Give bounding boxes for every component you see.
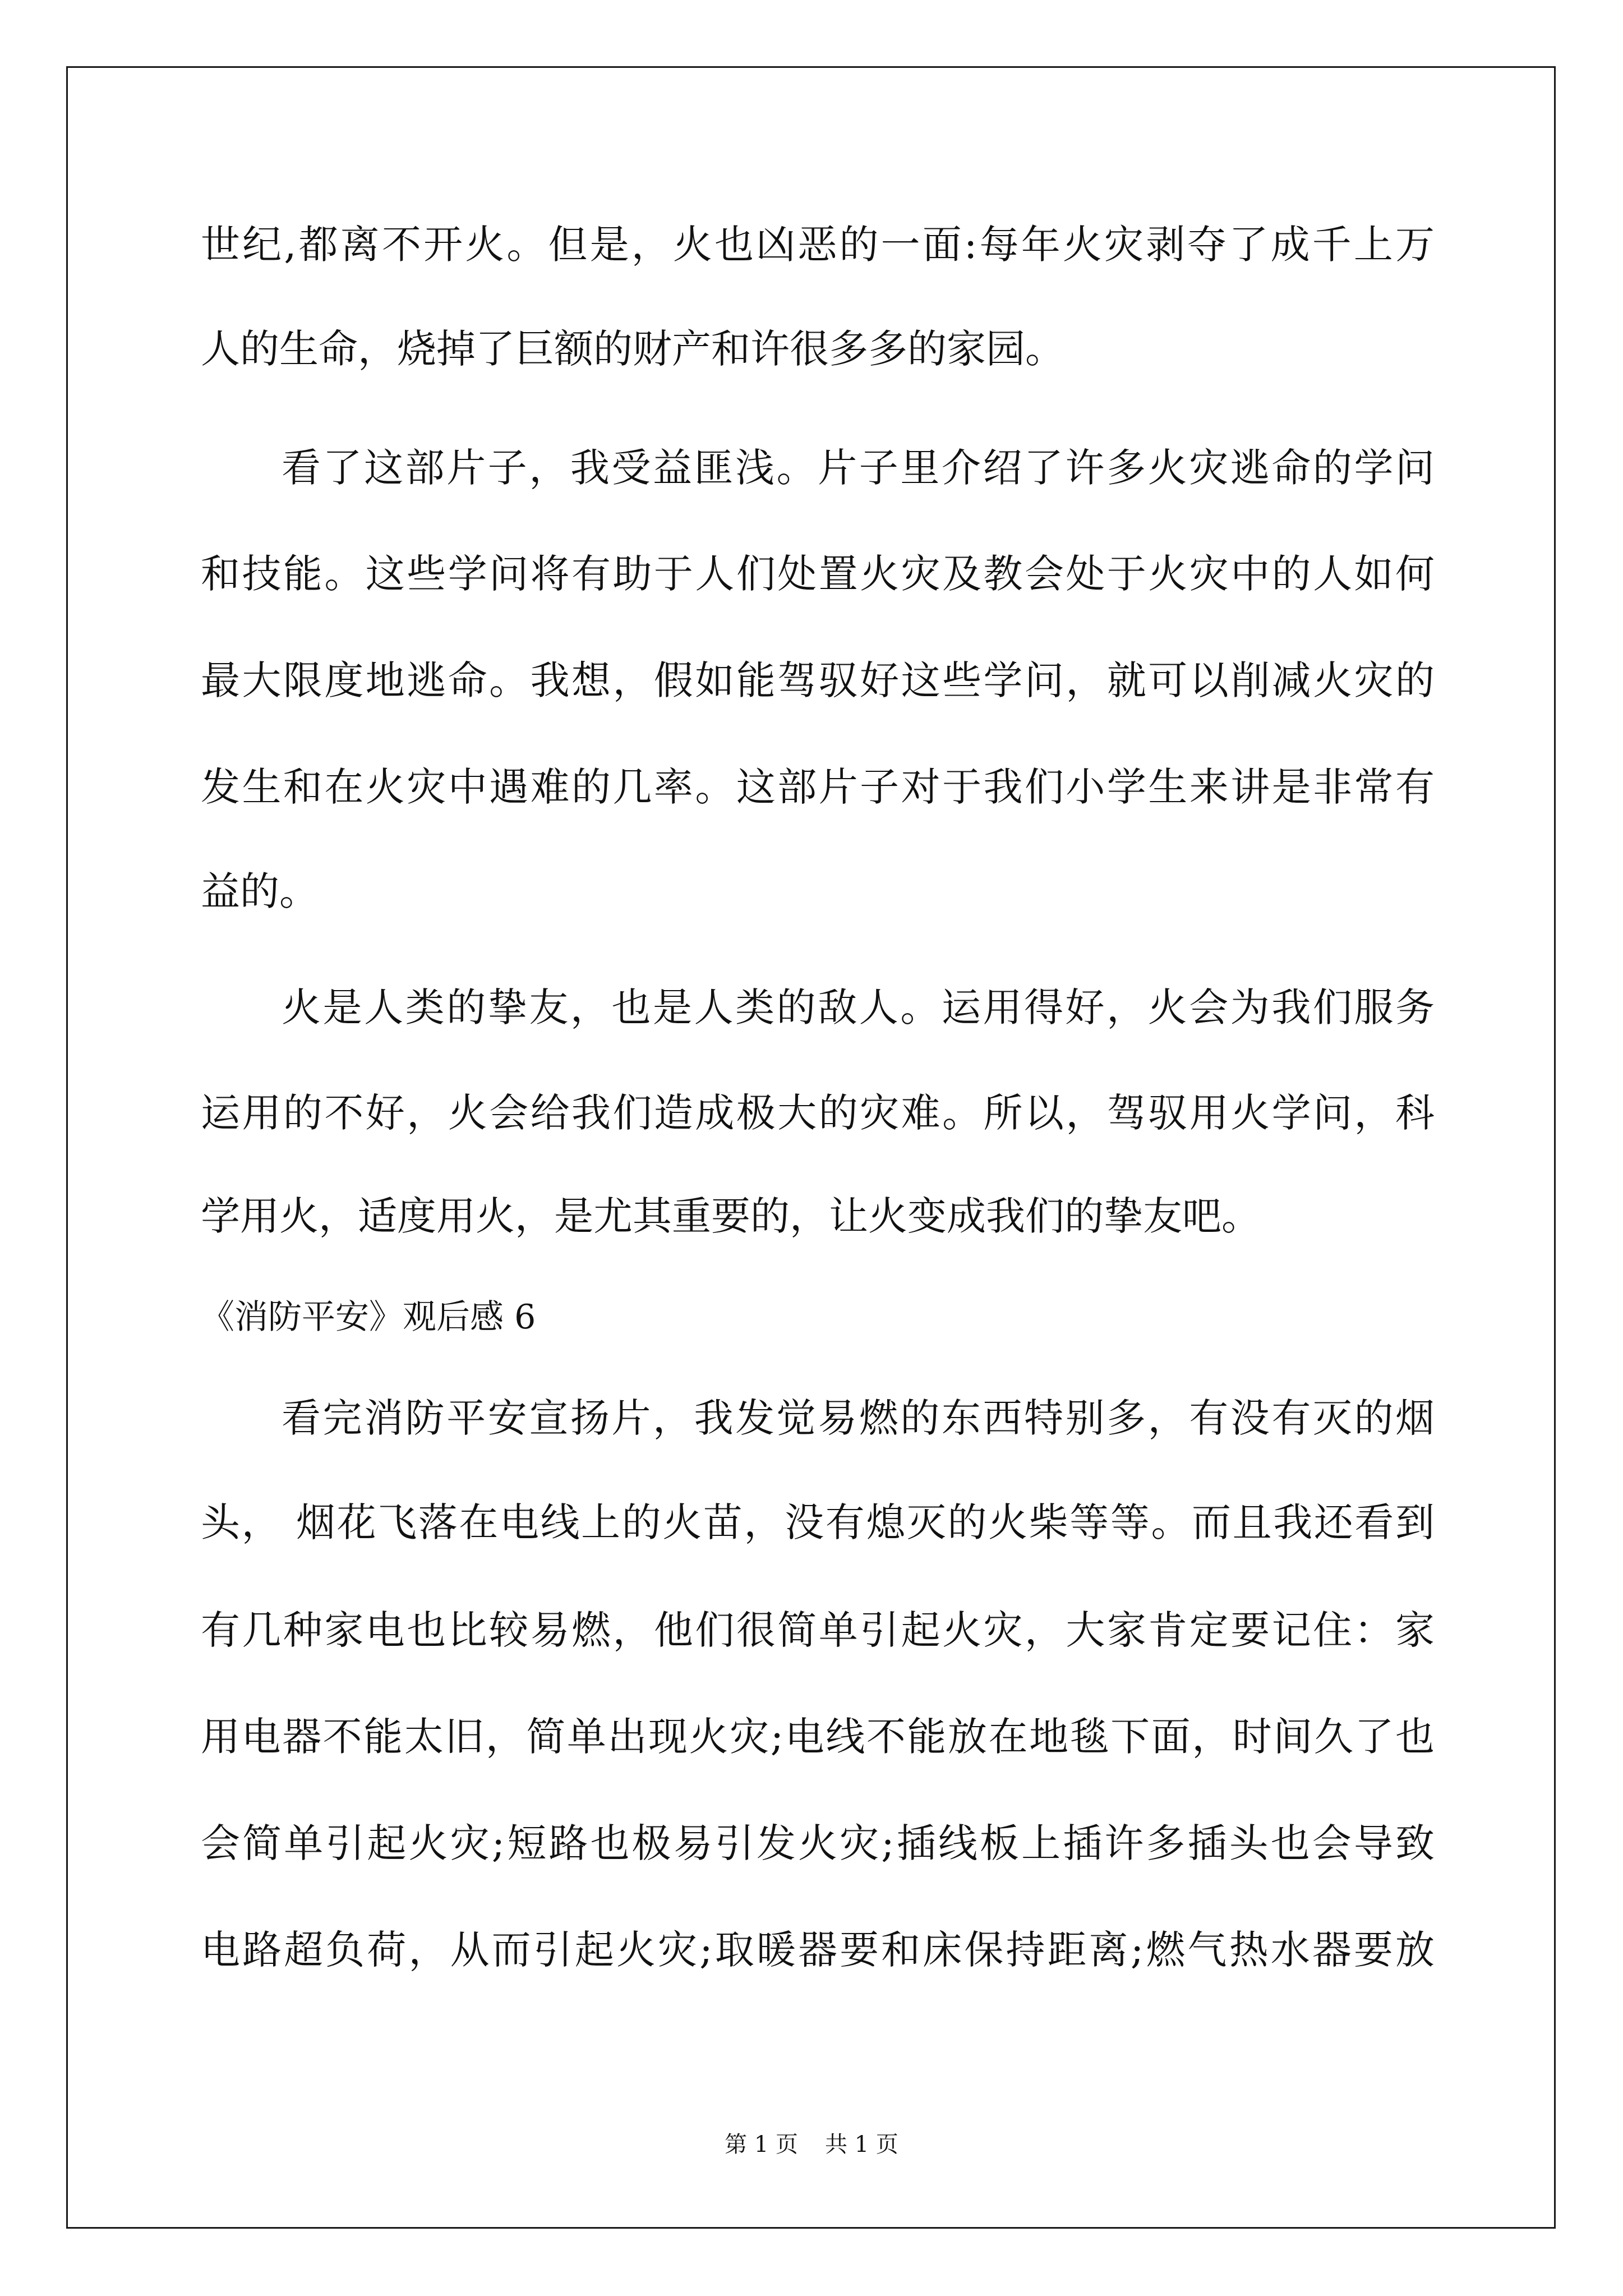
body-text-line: 益的。: [201, 868, 319, 914]
body-text-line: 有几种家电也比较易燃，他们很简单引起火灾，大家肯定要记住：家: [201, 1607, 1435, 1653]
body-text-line: 世纪,都离不开火。但是，火也凶恶的一面:每年火灾剥夺了成千上万: [201, 222, 1435, 268]
body-text-line: 用电器不能太旧，简单出现火灾;电线不能放在地毯下面，时间久了也: [201, 1714, 1435, 1760]
body-text-line: 人的生命，烧掉了巨额的财产和许很多多的家园。: [201, 326, 1064, 372]
section-heading: 《消防平安》观后感 6: [201, 1297, 536, 1337]
body-text-line: 火是人类的挚友，也是人类的敌人。运用得好，火会为我们服务: [282, 984, 1435, 1030]
body-text-line: 看完消防平安宣扬片，我发觉易燃的东西特别多，有没有灭的烟: [282, 1395, 1435, 1441]
body-text-line: 看了这部片子，我受益匪浅。片子里介绍了许多火灾逃命的学问: [282, 445, 1435, 491]
page-number: 第 1 页: [725, 2132, 798, 2157]
body-text-line: 发生和在火灾中遇难的几率。这部片子对于我们小学生来讲是非常有: [201, 764, 1435, 810]
body-text-line: 和技能。这些学问将有助于人们处置火灾及教会处于火灾中的人如何: [201, 551, 1435, 597]
body-text-line: 电路超负荷，从而引起火灾;取暖器要和床保持距离;燃气热水器要放: [201, 1927, 1435, 1973]
body-text-line: 头， 烟花飞落在电线上的火苗，没有熄灭的火柴等等。而且我还看到: [201, 1499, 1435, 1545]
page-border: [66, 66, 1556, 2229]
body-text-line: 运用的不好，火会给我们造成极大的灾难。所以，驾驭用火学问，科: [201, 1090, 1435, 1136]
body-text-line: 会简单引起火灾;短路也极易引发火灾;插线板上插许多插头也会导致: [201, 1820, 1435, 1866]
body-text-line: 最大限度地逃命。我想，假如能驾驭好这些学问，就可以削减火灾的: [201, 657, 1435, 703]
page-footer: [0, 2129, 1623, 2160]
body-text-line: 学用火，适度用火，是尤其重要的，让火变成我们的挚友吧。: [201, 1193, 1261, 1239]
page-total: 共 1 页: [825, 2132, 898, 2157]
